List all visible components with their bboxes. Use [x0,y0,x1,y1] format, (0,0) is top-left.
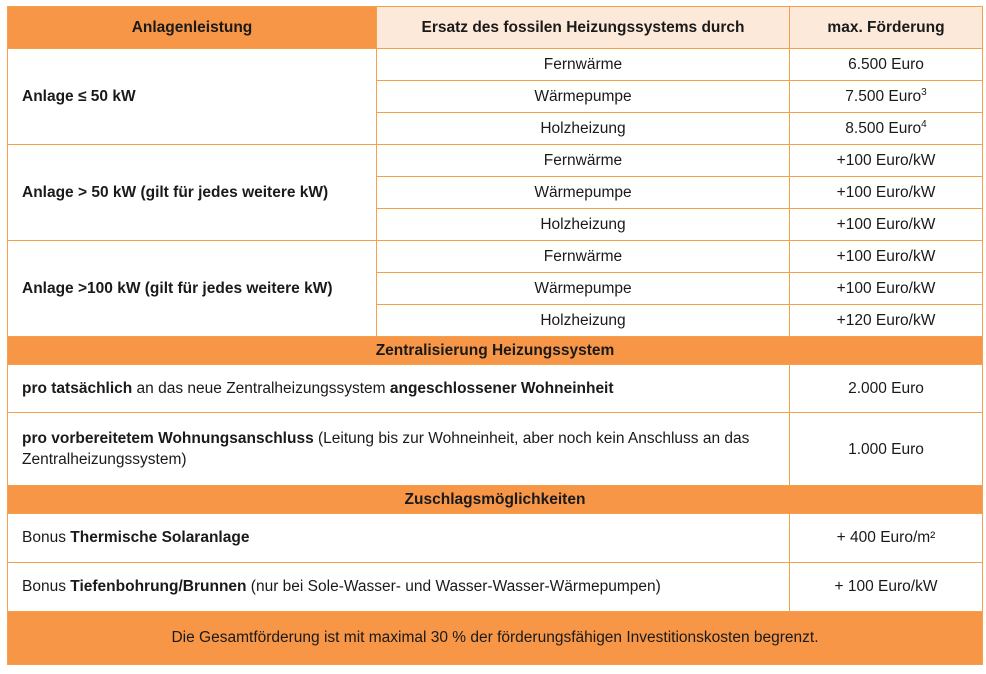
table-row [8,365,983,413]
table-row [8,514,983,563]
amount-cell: 1.000 Euro [790,413,983,486]
amount-cell: +100 Euro/kW [790,209,983,241]
capacity-label: Anlage >100 kW (gilt für jedes weitere kW) [8,241,377,337]
footer-row [8,612,983,665]
amount-cell: 6.500 Euro [790,49,983,81]
system-cell: Holzheizung [377,305,790,337]
system-cell: Fernwärme [377,241,790,273]
system-cell: Wärmepumpe [377,81,790,113]
section-title-central: Zentralisierung Heizungssystem [8,337,983,365]
amount-cell: +100 Euro/kW [790,145,983,177]
amount-cell: + 400 Euro/m² [790,514,983,563]
header-max-funding: max. Förderung [790,7,983,49]
header-capacity: Anlagenleistung [8,7,377,49]
footer-note: Die Gesamtförderung ist mit maximal 30 % der förderungsfähigen Investitionskosten begrenzt. [8,612,983,665]
system-cell: Holzheizung [377,209,790,241]
header-row [8,7,983,49]
system-cell: Fernwärme [377,49,790,81]
section-header-row [8,337,983,365]
amount-cell: 7.500 Euro$^3$ [790,81,983,113]
amount-cell: +120 Euro/kW [790,305,983,337]
table-row [8,241,983,273]
amount-cell: +100 Euro/kW [790,273,983,305]
amount-cell: +100 Euro/kW [790,241,983,273]
amount-cell: 2.000 Euro [790,365,983,413]
table-row [8,49,983,81]
section-header-row [8,486,983,514]
amount-cell: +100 Euro/kW [790,177,983,209]
amount-cell: 8.500 Euro$^4$ [790,113,983,145]
system-cell: Wärmepumpe [377,273,790,305]
description-cell: pro vorbereitetem Wohnungsanschluss (Leitung bis zur Wohneinheit, aber noch kein Anschluss an das Zentralheizungssystem) [8,413,790,486]
section-title-bonus: Zuschlagsmöglichkeiten [8,486,983,514]
description-cell: Bonus Tiefenbohrung/Brunnen (nur bei Sole-Wasser- und Wasser-Wasser-Wärmepumpen) [8,563,790,612]
table-row [8,413,983,486]
funding-table-container [7,6,982,665]
description-cell: pro tatsächlich an das neue Zentralheizungssystem angeschlossener Wohneinheit [8,365,790,413]
table-row [8,563,983,612]
capacity-label: Anlage ≤ 50 kW [8,49,377,145]
amount-cell: + 100 Euro/kW [790,563,983,612]
header-replacement: Ersatz des fossilen Heizungssystems durch [377,7,790,49]
capacity-label: Anlage > 50 kW (gilt für jedes weitere kW) [8,145,377,241]
footnote-ref: 3 [921,86,927,98]
table-row [8,145,983,177]
system-cell: Fernwärme [377,145,790,177]
footnote-ref: 4 [921,118,927,130]
system-cell: Holzheizung [377,113,790,145]
funding-table [7,6,983,665]
system-cell: Wärmepumpe [377,177,790,209]
description-cell: Bonus Thermische Solaranlage [8,514,790,563]
